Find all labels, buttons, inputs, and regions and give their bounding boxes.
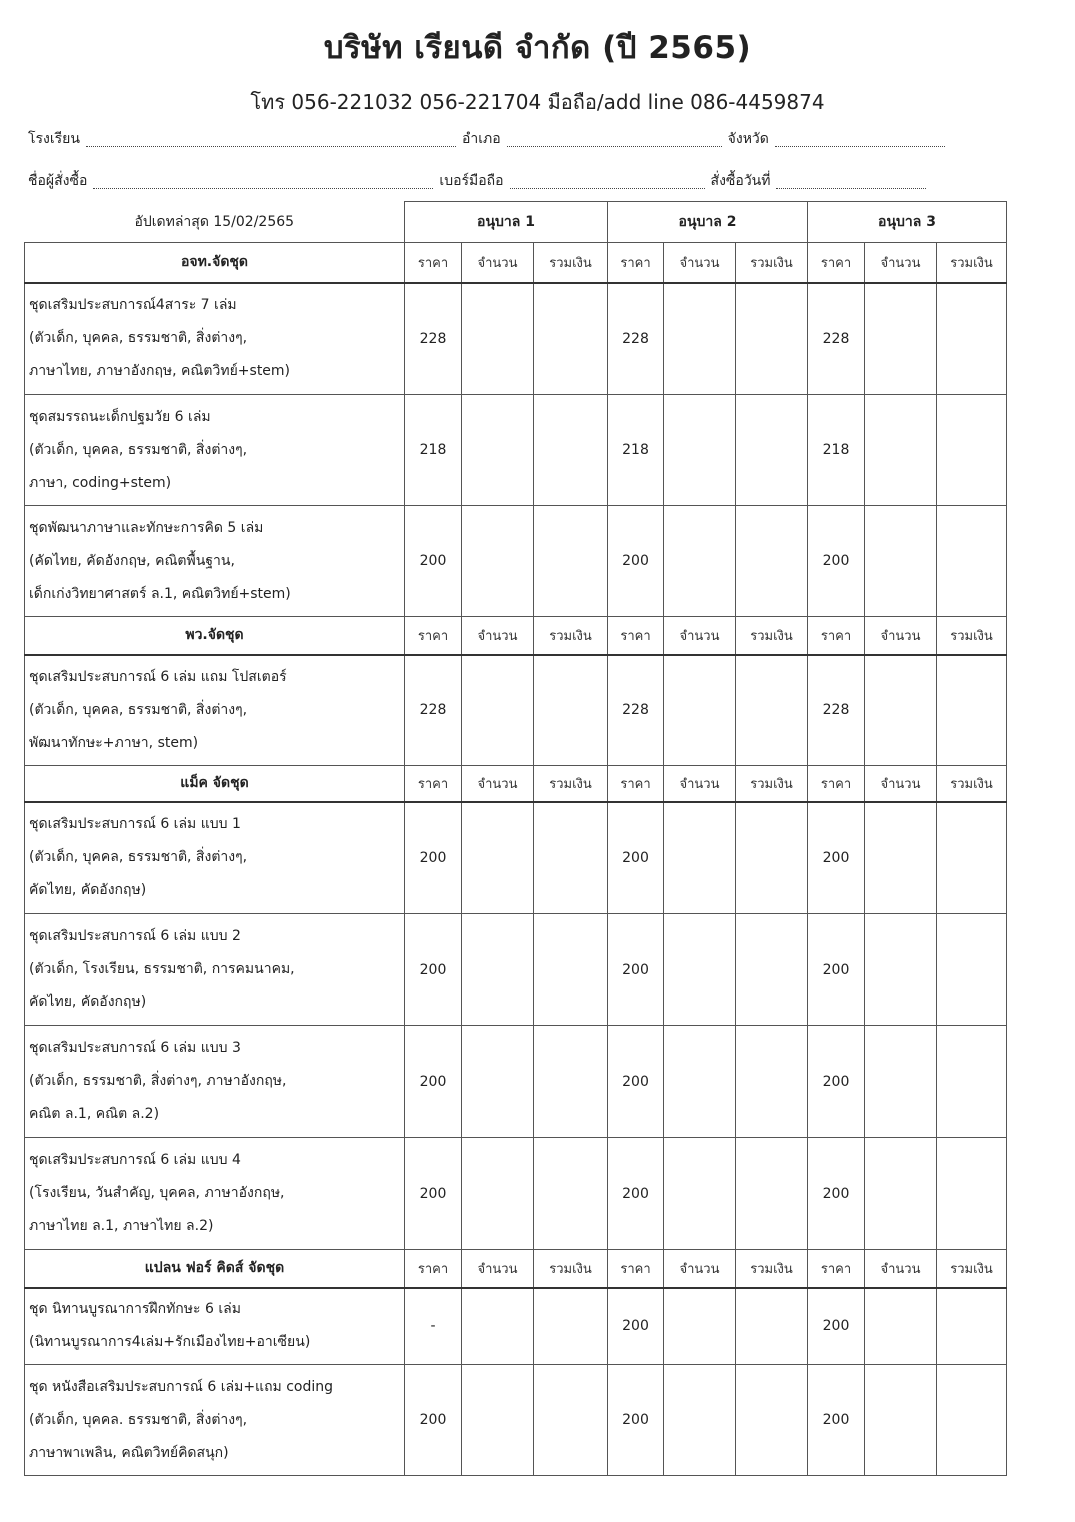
total-cell[interactable] [534,914,608,1026]
level-header-2: อนุบาล 2 [608,202,808,243]
price-cell: 200 [608,914,664,1026]
order-date-field[interactable] [776,174,926,189]
level-header-row [25,202,1007,243]
total-cell[interactable] [736,1026,808,1138]
level-header-3: อนุบาล 3 [808,202,1007,243]
product-row [25,506,1007,617]
price-cell: 200 [608,1026,664,1138]
price-cell: 218 [405,395,462,506]
quantity-cell[interactable] [865,506,937,617]
buyer-field[interactable] [93,174,433,189]
product-description-line: ภาษาพาเพลิน, คณิตวิทย์คิดสนุก) [29,1444,229,1461]
col-header-total: รวมเงิน [736,766,808,802]
buyer-label: ชื่อผู้สั่งซื้อ [28,173,88,189]
total-cell[interactable] [534,1288,608,1365]
total-cell[interactable] [937,914,1007,1026]
quantity-cell[interactable] [865,1288,937,1365]
quantity-cell[interactable] [462,283,534,395]
total-cell[interactable] [534,802,608,914]
col-header-price: ราคา [405,766,462,802]
col-header-qty: จำนวน [865,1250,937,1288]
quantity-cell[interactable] [865,914,937,1026]
quantity-cell[interactable] [664,283,736,395]
product-description [25,802,405,914]
product-description-line: (คัดไทย, คัดอังกฤษ, คณิตพื้นฐาน, [29,552,235,569]
total-cell[interactable] [736,506,808,617]
product-description-line: ชุด นิทานบูรณาการฝึกทักษะ 6 เล่ม [29,1301,241,1318]
product-description-line: ชุดสมรรถนะเด็กปฐมวัย 6 เล่ม [29,408,211,425]
product-description-line: ภาษา, coding+stem) [29,474,172,491]
product-row [25,655,1007,766]
col-header-total: รวมเงิน [736,243,808,283]
product-description [25,506,405,617]
total-cell[interactable] [736,283,808,395]
product-description-line: ชุดพัฒนาภาษาและทักษะการคิด 5 เล่ม [29,519,264,536]
total-cell[interactable] [937,283,1007,395]
product-description-line: ชุดเสริมประสบการณ์ 6 เล่ม แบบ 4 [29,1152,241,1168]
last-updated: อัปเดทล่าสุด 15/02/2565 [25,202,405,243]
price-cell: 200 [405,914,462,1026]
product-description-line: (โรงเรียน, วันสำคัญ, บุคคล, ภาษาอังกฤษ, [29,1185,285,1201]
total-cell[interactable] [736,395,808,506]
product-description-line: (ตัวเด็ก, บุคคล. ธรรมชาติ, สิ่งต่างๆ, [29,1411,248,1428]
col-header-qty: จำนวน [664,617,736,655]
quantity-cell[interactable] [462,1138,534,1250]
section-header-row [25,1250,1007,1288]
col-header-total: รวมเงิน [534,243,608,283]
price-cell: 200 [808,914,865,1026]
total-cell[interactable] [534,1138,608,1250]
quantity-cell[interactable] [664,655,736,766]
price-cell: 228 [608,655,664,766]
school-field[interactable] [86,132,456,147]
col-header-qty: จำนวน [865,243,937,283]
order-table [24,201,1007,1476]
col-header-price: ราคา [608,243,664,283]
contact-phone-line: โทร 056-221032 056-221704 มือถือ/add line 086-4459874 [250,90,825,114]
total-cell[interactable] [937,395,1007,506]
product-description-line: เด็กเก่งวิทยาศาสตร์ ล.1, คณิตวิทย์+stem) [29,585,291,602]
col-header-price: ราคา [608,1250,664,1288]
quantity-cell[interactable] [462,802,534,914]
mobile-field[interactable] [510,174,705,189]
section-name: แม็ค จัดชุด [25,766,405,802]
total-cell[interactable] [937,1288,1007,1365]
quantity-cell[interactable] [664,1288,736,1365]
product-row [25,1138,1007,1250]
product-description [25,1365,405,1476]
section-name: แปลน ฟอร์ คิดส์ จัดชุด [25,1250,405,1288]
section-header-row [25,617,1007,655]
quantity-cell[interactable] [462,1365,534,1476]
district-label: อำเภอ [461,131,501,147]
col-header-qty: จำนวน [664,243,736,283]
product-description-line: คัดไทย, คัดอังกฤษ) [29,994,147,1010]
quantity-cell[interactable] [462,914,534,1026]
total-cell[interactable] [937,802,1007,914]
price-cell: 200 [608,1288,664,1365]
col-header-qty: จำนวน [462,617,534,655]
col-header-price: ราคา [405,243,462,283]
quantity-cell[interactable] [664,802,736,914]
total-cell[interactable] [534,655,608,766]
product-row [25,914,1007,1026]
total-cell[interactable] [534,395,608,506]
product-description-line: (ตัวเด็ก, บุคคล, ธรรมชาติ, สิ่งต่างๆ, [29,330,248,347]
price-cell: 218 [608,395,664,506]
price-cell: 200 [808,1138,865,1250]
col-header-qty: จำนวน [462,1250,534,1288]
product-description-line: ชุดเสริมประสบการณ์ 6 เล่ม แบบ 3 [29,1040,241,1056]
col-header-total: รวมเงิน [736,1250,808,1288]
product-row [25,802,1007,914]
quantity-cell[interactable] [664,395,736,506]
total-cell[interactable] [937,1026,1007,1138]
col-header-qty: จำนวน [865,617,937,655]
col-header-qty: จำนวน [664,1250,736,1288]
product-description-line: คัดไทย, คัดอังกฤษ) [29,882,147,899]
total-cell[interactable] [534,506,608,617]
price-cell: 228 [405,655,462,766]
level-header-1: อนุบาล 1 [405,202,608,243]
col-header-price: ราคา [808,1250,865,1288]
product-description-line: (ตัวเด็ก, ธรรมชาติ, สิ่งต่างๆ, ภาษาอังกฤษ, [29,1073,287,1089]
product-description [25,1138,405,1250]
col-header-qty: จำนวน [865,766,937,802]
price-cell: 200 [608,1365,664,1476]
section-header-row [25,766,1007,802]
quantity-cell[interactable] [865,283,937,395]
product-description [25,1288,405,1365]
section-name: อจท.จัดชุด [25,243,405,283]
total-cell[interactable] [534,1026,608,1138]
col-header-total: รวมเงิน [534,766,608,802]
col-header-price: ราคา [608,617,664,655]
price-cell: 200 [808,802,865,914]
price-cell: 200 [405,1365,462,1476]
total-cell[interactable] [736,802,808,914]
quantity-cell[interactable] [664,1026,736,1138]
total-cell[interactable] [736,655,808,766]
quantity-cell[interactable] [865,1138,937,1250]
price-cell: 228 [608,283,664,395]
price-cell: - [405,1288,462,1365]
section-header-row [25,243,1007,283]
product-description [25,395,405,506]
total-cell[interactable] [736,914,808,1026]
product-row [25,1288,1007,1365]
price-cell: 228 [808,655,865,766]
product-description [25,283,405,395]
col-header-price: ราคา [405,617,462,655]
price-cell: 200 [608,506,664,617]
col-header-price: ราคา [808,766,865,802]
school-label: โรงเรียน [28,131,80,147]
price-cell: 200 [405,506,462,617]
form-row-buyer [28,170,978,192]
col-header-price: ราคา [608,766,664,802]
product-description-line: ชุดเสริมประสบการณ์ 6 เล่ม แบบ 2 [29,928,241,944]
col-header-total: รวมเงิน [937,766,1007,802]
total-cell[interactable] [937,1365,1007,1476]
price-cell: 200 [405,802,462,914]
col-header-qty: จำนวน [664,766,736,802]
col-header-qty: จำนวน [462,766,534,802]
total-cell[interactable] [534,1365,608,1476]
quantity-cell[interactable] [664,1365,736,1476]
quantity-cell[interactable] [462,655,534,766]
product-row [25,1026,1007,1138]
quantity-cell[interactable] [462,506,534,617]
price-cell: 228 [405,283,462,395]
total-cell[interactable] [937,655,1007,766]
mobile-label: เบอร์มือถือ [439,173,504,189]
product-description [25,655,405,766]
quantity-cell[interactable] [865,1365,937,1476]
product-description-line: ภาษาไทย, ภาษาอังกฤษ, คณิตวิทย์+stem) [29,363,291,380]
quantity-cell[interactable] [664,1138,736,1250]
product-row [25,283,1007,395]
quantity-cell[interactable] [462,1026,534,1138]
quantity-cell[interactable] [664,914,736,1026]
product-description-line: ชุดเสริมประสบการณ์4สาระ 7 เล่ม [29,297,237,314]
product-description-line: ชุด หนังสือเสริมประสบการณ์ 6 เล่ม+แถม coding [29,1378,334,1395]
col-header-total: รวมเงิน [937,243,1007,283]
product-description-line: (ตัวเด็ก, บุคคล, ธรรมชาติ, สิ่งต่างๆ, [29,849,248,866]
quantity-cell[interactable] [865,655,937,766]
product-description-line: ชุดเสริมประสบการณ์ 6 เล่ม แบบ 1 [29,816,241,833]
product-description-line: ภาษาไทย ล.1, ภาษาไทย ล.2) [29,1218,214,1234]
col-header-total: รวมเงิน [736,617,808,655]
section-name: พว.จัดชุด [25,617,405,655]
product-row [25,395,1007,506]
col-header-qty: จำนวน [462,243,534,283]
price-cell: 218 [808,395,865,506]
total-cell[interactable] [937,506,1007,617]
price-cell: 200 [808,1026,865,1138]
col-header-total: รวมเงิน [937,1250,1007,1288]
company-title: บริษัท เรียนดี จำกัด (ปี 2565) [323,30,752,66]
price-cell: 200 [808,506,865,617]
product-description-line: (ตัวเด็ก, บุคคล, ธรรมชาติ, สิ่งต่างๆ, [29,701,248,718]
col-header-price: ราคา [808,243,865,283]
province-label: จังหวัด [727,131,769,147]
col-header-total: รวมเงิน [937,617,1007,655]
product-description-line: พัฒนาทักษะ+ภาษา, stem) [29,734,199,751]
total-cell[interactable] [736,1288,808,1365]
product-description-line: (นิทานบูรณาการ4เล่ม+รักเมืองไทย+อาเซียน) [29,1334,311,1351]
quantity-cell[interactable] [865,1026,937,1138]
col-header-price: ราคา [405,1250,462,1288]
quantity-cell[interactable] [865,802,937,914]
quantity-cell[interactable] [462,395,534,506]
product-description-line: (ตัวเด็ก, บุคคล, ธรรมชาติ, สิ่งต่างๆ, [29,441,248,458]
price-cell: 200 [808,1365,865,1476]
district-field[interactable] [507,132,722,147]
product-description [25,914,405,1026]
price-cell: 200 [405,1026,462,1138]
total-cell[interactable] [937,1138,1007,1250]
product-description [25,1026,405,1138]
quantity-cell[interactable] [462,1288,534,1365]
price-cell: 200 [608,802,664,914]
product-row [25,1365,1007,1476]
price-cell: 200 [808,1288,865,1365]
order-date-label: สั่งซื้อวันที่ [710,173,771,189]
total-cell[interactable] [736,1365,808,1476]
total-cell[interactable] [736,1138,808,1250]
province-field[interactable] [775,132,945,147]
price-cell: 200 [405,1138,462,1250]
form-row-school [28,128,978,150]
product-description-line: (ตัวเด็ก, โรงเรียน, ธรรมชาติ, การคมนาคม, [29,961,295,977]
quantity-cell[interactable] [664,506,736,617]
product-description-line: คณิต ล.1, คณิต ล.2) [29,1106,160,1122]
price-cell: 228 [808,283,865,395]
quantity-cell[interactable] [865,395,937,506]
product-description-line: ชุดเสริมประสบการณ์ 6 เล่ม แถม โปสเตอร์ [29,668,287,685]
col-header-total: รวมเงิน [534,617,608,655]
col-header-total: รวมเงิน [534,1250,608,1288]
col-header-price: ราคา [808,617,865,655]
price-cell: 200 [608,1138,664,1250]
total-cell[interactable] [534,283,608,395]
